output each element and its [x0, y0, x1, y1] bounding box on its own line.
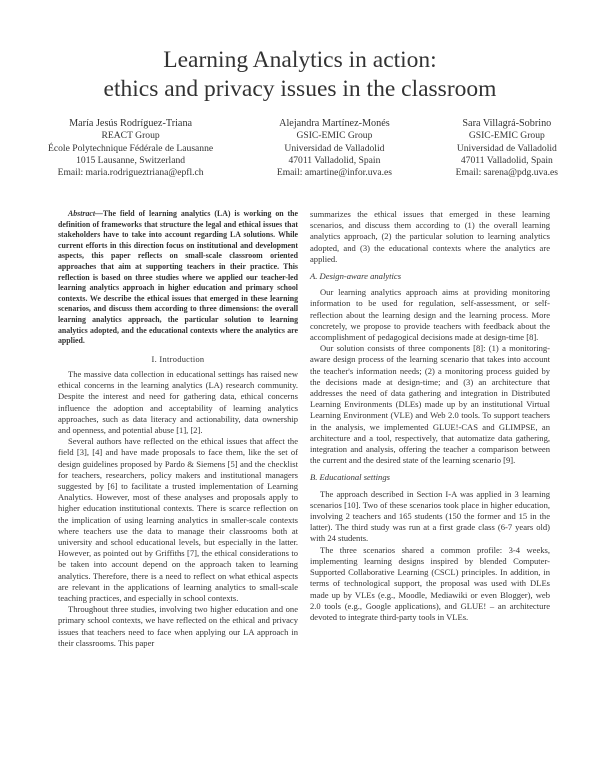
author-address: 47011 Valladolid, Spain: [460, 154, 553, 166]
author-name: María Jesús Rodríguez-Triana: [69, 118, 193, 129]
author-address: 47011 Valladolid, Spain: [288, 154, 381, 166]
author-3: [456, 118, 558, 179]
author-name: Alejandra Martínez-Monés: [279, 118, 390, 129]
author-group: GSIC-EMIC Group: [296, 130, 373, 142]
abstract-label: Abstract—: [68, 209, 103, 218]
left-column: [58, 209, 298, 649]
paragraph: The approach described in Section I-A was applied in 3 learning scenarios [10]. Two of these scenarios took place in higher education, involving 2 teachers and 165 students (150 the former and 15 in the latter). The third study was run at a first grade class (6-7 years old) with 24 students.: [310, 488, 550, 544]
author-address: 1015 Lausanne, Switzerland: [76, 154, 186, 166]
author-email: Email: sarena@pdg.uva.es: [455, 167, 558, 179]
abstract-text: The field of learning analytics (LA) is working on the definition of frameworks that structure the legal and ethical issues that stakeholders have to take into account regarding LA solutions. While current efforts in this direction focus on institutional and development aspects, this paper reflects on small-scale classroom oriented approaches that aim at supporting teachers in their practice. This reflection is based on three studies where we applied our teacher-led learning analytics approach in higher education and primary school contexts. We describe the ethical issues that emerged in these learning scenarios, and discuss them according to three dimensions: the overall learning analytics approach, the particular solution to learning analytics adopted, and the educational contexts where the analytics are applied.: [58, 209, 298, 346]
author-email: Email: maria.rodrigueztriana@epfl.ch: [57, 167, 204, 179]
paragraph: Throughout three studies, involving two higher education and one primary school contexts, we have reflected on the ethical and privacy issues that teachers need to face when applying our LA approach in their classrooms. This paper: [58, 604, 298, 648]
author-group: GSIC-EMIC Group: [468, 130, 545, 142]
abstract: [58, 209, 298, 347]
paragraph: Our solution consists of three components [8]: (1) a monitoring-aware design process of the learning scenario that takes into account the teacher's information needs; (2) a monitoring process guided by the decisions made at design-time; and (3) an architecture that addresses the need of data gathering and integration in Distributed Learning Environments (DLEs) made up by an institutional Virtual Learning Environment (VLE) and Web 2.0 tools. To support teachers in the analysis, we implemented GLUE!-CAS and GLIMPSE, an architecture and a tool, respectively, that automatize data gathering, integration and analysis, offering the teacher a comparison between the current and the desired state of the learning scenario [9].: [310, 343, 550, 466]
author-institution: Universidad de Valladolid: [456, 142, 557, 154]
author-name: Sara Villagrá-Sobrino: [462, 118, 552, 129]
title-line-1: Learning Analytics in action:: [163, 47, 437, 73]
author-email: Email: amartine@infor.uva.es: [276, 167, 392, 179]
author-2: [277, 118, 392, 179]
right-column: [310, 209, 550, 623]
paragraph: Our learning analytics approach aims at providing monitoring information to be used for regulation, self-assessment, or self-reflection about the learning design and the learning process. More concretely, we propose to provide teachers with feedback about the accomplishment of pedagogical decisions made at design-time [8].: [310, 287, 550, 343]
paragraph: The massive data collection in educational settings has raised new ethical concerns in the learning analytics (LA) research community. Despite the interest and need for gathering data, ethical concerns influence the adoption and acceptability of learning analytics approaches, such as data literacy and actionability, data ownership and openness, and potential abuse [1], [2].: [58, 368, 298, 435]
author-1: [48, 118, 213, 179]
author-institution: École Polytechnique Fédérale de Lausanne: [48, 142, 214, 154]
paragraph: Several authors have reflected on the ethical issues that affect the field [3], [4] and have made proposals to face them, like the set of design guidelines proposed by Pardo & Siemens [5] and the checklist for teachers, researchers, policy makers and institutional managers suggested by [6] to facilitate a trusted implementation of Learning Analytics. However, most of these analyses and proposals apply to higher education institutional contexts. There is scarce reflection on the implication of using learning analytics in smaller-scale contexts where teachers use the data to manage their classrooms both at university and school educational levels, but especially in the latter. However, as pointed out by Griffiths [7], the ethical considerations to be taken into account depend on the approach taken to learning analytics. Therefore, there is a need to reflect on what ethical aspects are relevant in the applications of learning analytics to small-scale teaching practices, and especially in school contexts.: [58, 436, 298, 603]
paper-title: [0, 46, 600, 104]
paragraph-continuation: summarizes the ethical issues that emerged in these learning scenarios, and discuss them according to (1) the overall learning analytics approach, (2) the particular solution to learning analytics adopted, and (3) the educational contexts where the analytics are applied.: [310, 209, 550, 264]
subsection-heading-educational-settings: B. Educational settings: [310, 472, 390, 483]
subsection-heading-design-aware: A. Design-aware analytics: [310, 271, 402, 282]
title-line-2: ethics and privacy issues in the classroom: [103, 76, 497, 102]
author-block: [48, 118, 558, 179]
author-institution: Universidad de Valladolid: [284, 142, 385, 154]
paragraph: The three scenarios shared a common profile: 3-4 weeks, implementing learning designs inspired by blended Computer-Supported Collaborative Learning (CSCL) principles. In addition, in terms of technological support, the proposal was used with DLEs made up by VLEs (e.g., Moodle, Mediawiki or even Blogger), web 2.0 tools (e.g., Google applications), and GLUE! – an architecture devoted to integrate third-party tools in VLEs.: [310, 544, 550, 622]
author-group: REACT Group: [101, 130, 160, 142]
section-heading-introduction: I. Introduction: [151, 354, 205, 364]
